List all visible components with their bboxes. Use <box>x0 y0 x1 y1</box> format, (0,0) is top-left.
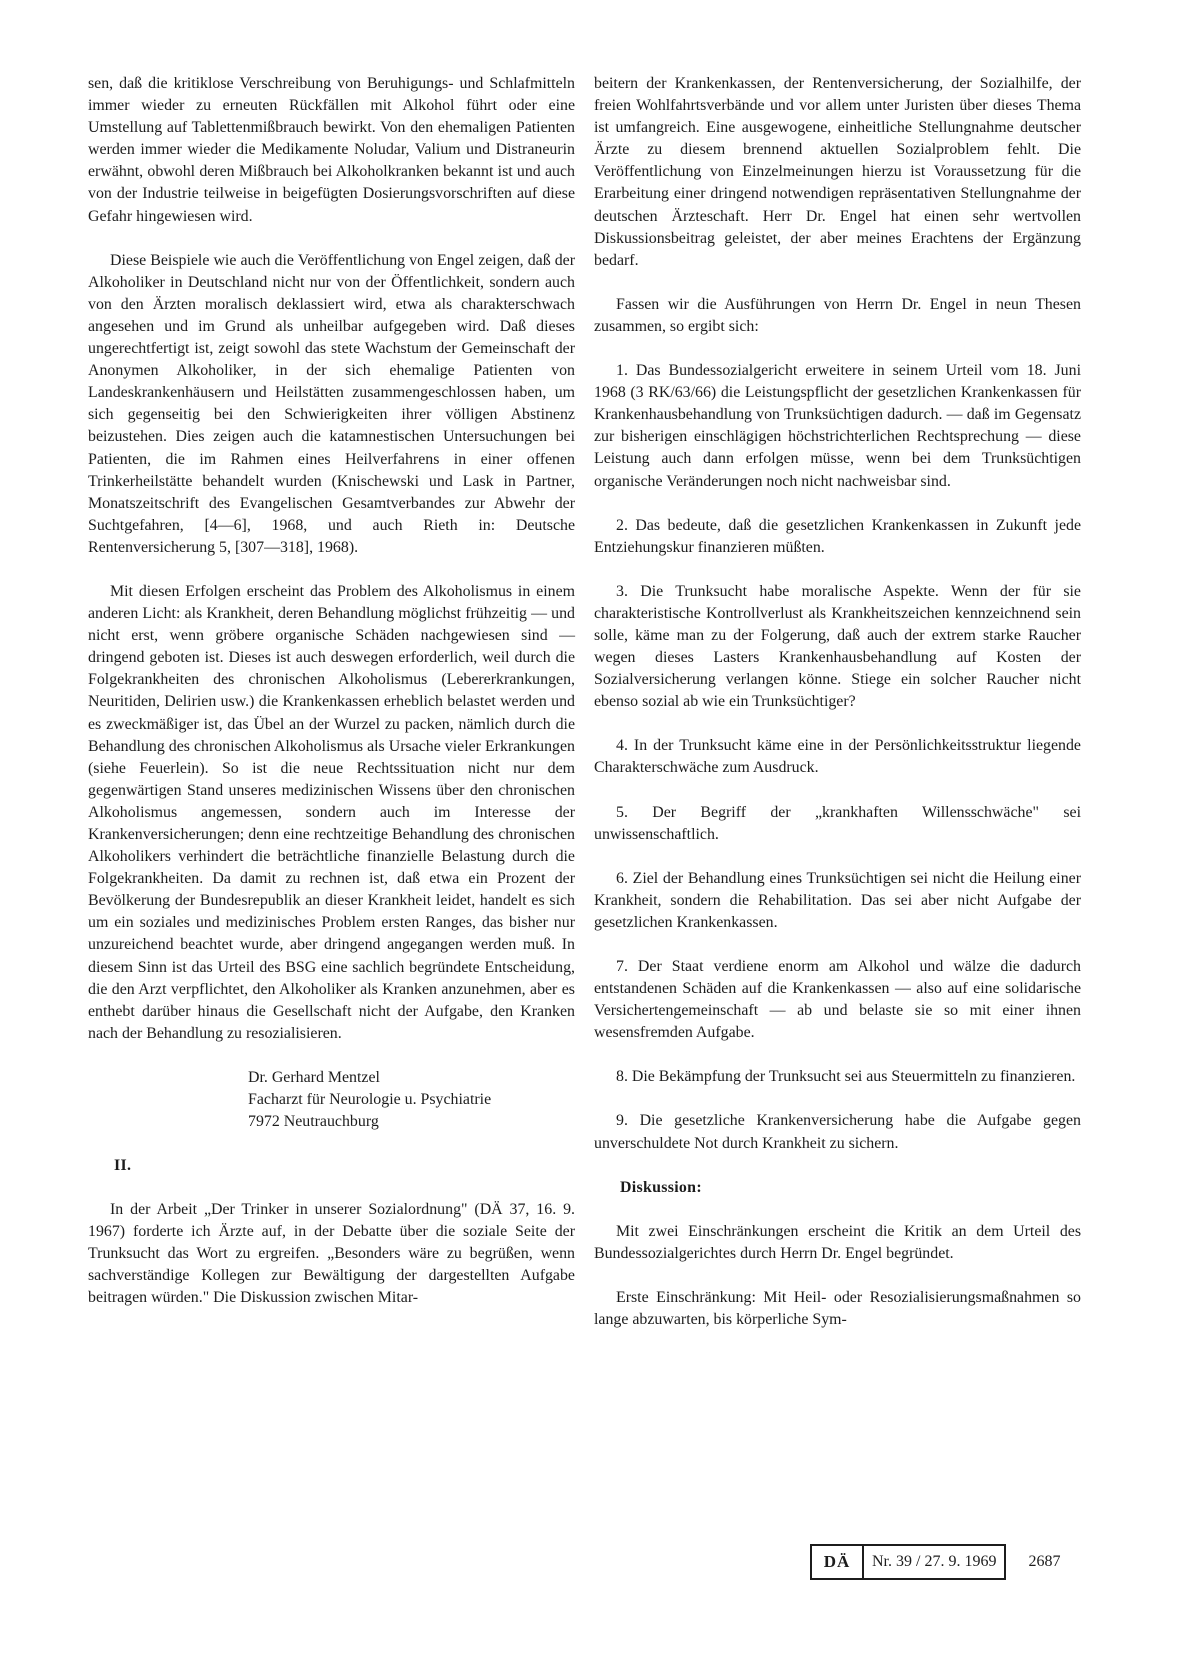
section-heading: Diskussion: <box>620 1178 702 1196</box>
page-number: 2687 <box>1028 1552 1061 1570</box>
thesis-item: 9. Die gesetzliche Krankenversicherung habe die Aufgabe gegen unverschuldete Not durch Krankheit zu sichern. <box>594 1112 1081 1152</box>
paragraph: Diese Beispiele wie auch die Veröffentlichung von Engel zeigen, daß der Alkoholiker in Deutschland nicht nur von der Öffentlichkeit, sondern auch von den Ärzten moralisch deklassiert wird, etwa als charakterschwach angesehen und im Grund als unheilbar aufgegeben wird. Daß dieses ungerechtfertigt ist, zeigt sowohl das stete Wachstum der Gemeinschaft der Anonymen Alkoholiker, in der sich ehemalige Patienten von Landeskrankenhäusern und Heilstätten zusammengeschlossen haben, um sich gegenseitig bei den Schwierigkeiten ihrer völligen Abstinenz beizustehen. Dies zeigen auch die katamnestischen Untersuchungen bei Patienten, die im Rahmen eines Heilverfahrens in einer offenen Trinkerheilstätte behandelt wurden (Knischewski und Lask in Partner, Monatszeitschrift des Evangelischen Gesamtverbandes zur Abwehr der Suchtgefahren, [4—6], 1968, und auch Rieth in: Deutsche Rentenversicherung 5, [307—318], 1968). <box>88 251 575 556</box>
left-column <box>88 73 575 1310</box>
paragraph: Fassen wir die Ausführungen von Herrn Dr. Engel in neun Thesen zusammen, so ergibt sich: <box>594 295 1081 335</box>
thesis-item: 7. Der Staat verdiene enorm am Alkohol und wälze die dadurch entstandenen Schäden auf die Krankenkassen — also auf eine solidarische Versichertengemeinschaft — ab und belaste sie so mit einer ihnen wesensfremden Aufgabe. <box>594 958 1081 1042</box>
author-signature <box>248 1067 575 1133</box>
paragraph: Mit zwei Einschränkungen erscheint die Kritik an dem Urteil des Bundessozialgerichtes durch Herrn Dr. Engel begründet. <box>594 1222 1081 1262</box>
thesis-item: 2. Das bedeute, daß die gesetzlichen Krankenkassen in Zukunft jede Entziehungskur finanzieren müßten. <box>594 516 1081 556</box>
page-footer <box>810 1544 1060 1580</box>
journal-logo: DÄ <box>810 1544 862 1580</box>
thesis-item: 4. In der Trunksucht käme eine in der Persönlichkeitsstruktur liegende Charakterschwäche zum Ausdruck. <box>594 737 1081 777</box>
paragraph: Mit diesen Erfolgen erscheint das Problem des Alkoholismus in einem anderen Licht: als Krankheit, deren Behandlung möglichst frühzeitig — und nicht erst, wenn gröbere organische Schäden nachgewiesen sind — dringend geboten ist. Dieses ist auch deswegen erforderlich, weil durch die Folgekrankheiten des chronischen Alkoholismus (Lebererkrankungen, Neuritiden, Delirien usw.) die Krankenkassen erheblich belastet werden und es zweckmäßiger ist, das Übel an der Wurzel zu packen, nämlich durch die Behandlung des chronischen Alkoholismus als Ursache vieler Erkrankungen (siehe Feuerlein). So ist die neue Rechtssituation nicht nur dem gegenwärtigen Stand unseres medizinischen Wissens über den chronischen Alkoholismus angemessen, sondern auch im Interesse der Krankenversicherungen; denn eine rechtzeitige Behandlung des chronischen Alkoholikers verhindert die beträchtliche finanzielle Belastung durch die Folgekrankheiten. Da damit zu rechnen ist, daß etwa ein Prozent der Bevölkerung der Bundesrepublik an dieser Krankheit leidet, handelt es sich um ein soziales und medizinisches Problem ersten Ranges, das bisher nur unzureichend beachtet wurde, aber dringend angegangen werden muß. In diesem Sinn ist das Urteil des BSG eine sachlich begründete Entscheidung, die den Arzt verpflichtet, den Alkoholiker als Kranken anzunehmen, aber es enthebt darüber hinaus die Gesellschaft nicht der Aufgabe, den Kranken nach der Behandlung zu resozialisieren. <box>88 582 575 1042</box>
thesis-item: 5. Der Begriff der „krankhaften Willensschwäche" sei unwissenschaftlich. <box>594 803 1081 843</box>
paragraph: sen, daß die kritiklose Verschreibung von Beruhigungs- und Schlafmitteln immer wieder zu erneuten Rückfällen mit Alkohol führt oder eine Umstellung auf Tablettenmißbrauch bewirkt. Von den ehemaligen Patienten werden immer wieder die Medikamente Noludar, Valium und Distraneurin erwähnt, obwohl deren Mißbrauch bei Alkoholkranken bekannt ist und auch von der Industrie teilweise in beigefügten Dosierungsvorschriften auf diese Gefahr hingewiesen wird. <box>88 75 575 225</box>
thesis-item: 8. Die Bekämpfung der Trunksucht sei aus Steuermitteln zu finanzieren. <box>616 1068 1076 1086</box>
thesis-item: 3. Die Trunksucht habe moralische Aspekte. Wenn der für sie charakteristische Kontrollverlust als Krankheitszeichen kennzeichnend sein solle, käme man zu der Folgerung, daß auch der extrem starke Raucher wegen dieses Lasters Krankenhausbehandlung auf Kosten der Sozialversicherung verlangen könne. Stiege ein solcher Raucher nicht ebenso sozial ab wie ein Trunksüchtiger? <box>594 582 1081 711</box>
thesis-item: 1. Das Bundessozialgericht erweitere in seinem Urteil vom 18. Juni 1968 (3 RK/63/66) die Leistungspflicht der gesetzlichen Krankenkassen für Krankenhausbehandlung von Trunksüchtigen dadurch. — daß im Gegensatz zur bisherigen einschlägigen höchstrichterlichen Rechtsprechung — diese Leistung auch dann erfolgen müsse, wenn bei dem Trunksüchtigen organische Veränderungen noch nicht nachweisbar sind. <box>594 362 1081 490</box>
paragraph: Erste Einschränkung: Mit Heil- oder Resozialisierungsmaßnahmen so lange abzuwarten, bis körperliche Sym- <box>594 1288 1081 1329</box>
author-place: 7972 Neutrauchburg <box>248 1112 379 1130</box>
section-heading: II. <box>114 1156 132 1174</box>
author-title: Facharzt für Neurologie u. Psychiatrie <box>248 1090 492 1108</box>
issue-label: Nr. 39 / 27. 9. 1969 <box>862 1544 1006 1580</box>
right-column <box>594 73 1081 1331</box>
paragraph: In der Arbeit „Der Trinker in unserer Sozialordnung" (DÄ 37, 16. 9. 1967) forderte ich Ärzte auf, in der Debatte über die soziale Seite der Trunksucht das Wort zu ergreifen. „Besonders wäre zu begrüßen, wenn sachverständige Kollegen zur Bewältigung der dargestellten Aufgabe beitragen würden." Die Diskussion zwischen Mitar- <box>88 1201 575 1307</box>
thesis-item: 6. Ziel der Behandlung eines Trunksüchtigen sei nicht die Heilung einer Krankheit, sondern die Rehabilitation. Das sei aber nicht Aufgabe der gesetzlichen Krankenkassen. <box>594 869 1081 931</box>
paragraph: beitern der Krankenkassen, der Rentenversicherung, der Sozialhilfe, der freien Wohlfahrtsverbände und vor allem unter Juristen über dieses Thema ist umfangreich. Eine ausgewogene, einheitliche Stellungnahme deutscher Ärzte zu diesem brennend aktuellen Sozialproblem fehlt. Die Veröffentlichung von Einzelmeinungen hierzu ist Voraussetzung für die Erarbeitung einer dringend notwendigen repräsentativen Stellungnahme der deutschen Ärzteschaft. Herr Dr. Engel hat einen sehr wertvollen Diskussionsbeitrag geleistet, der aber meines Erachtens der Ergänzung bedarf. <box>594 75 1081 269</box>
author-name: Dr. Gerhard Mentzel <box>248 1068 380 1086</box>
